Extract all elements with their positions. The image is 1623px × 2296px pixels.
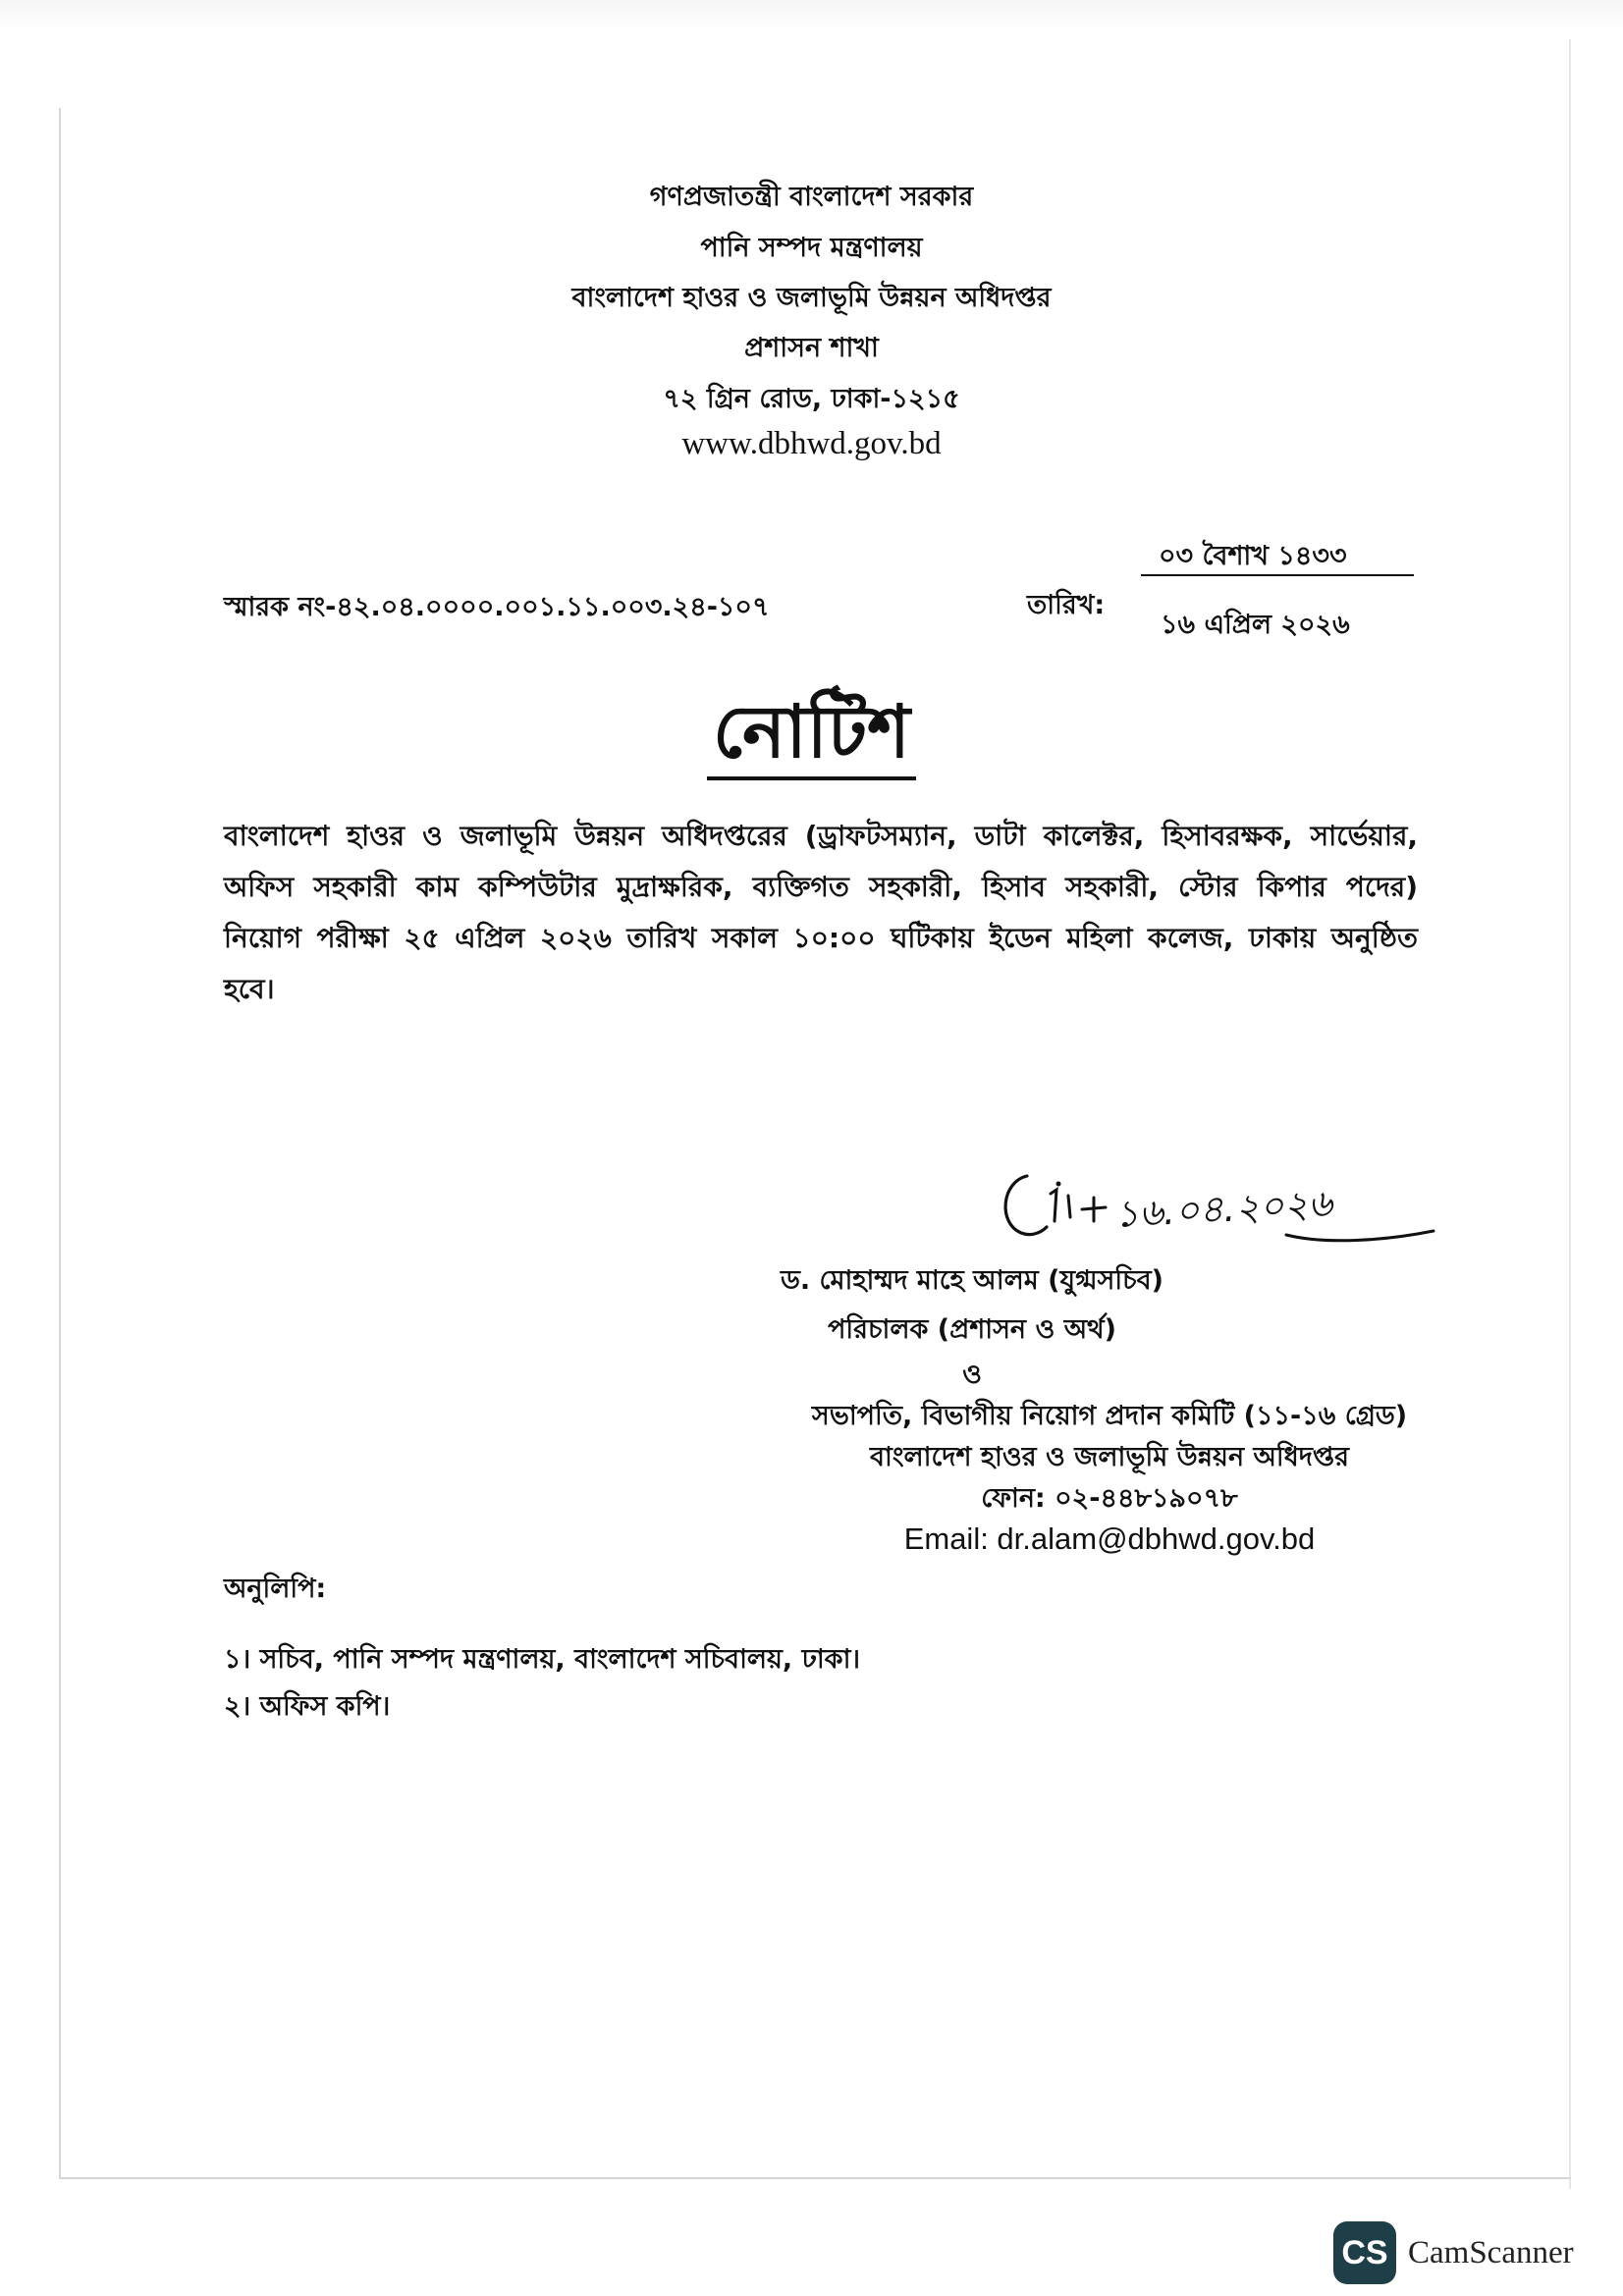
svg-text:১৬.০৪.২০২৬: ১৬.০৪.২০২৬ [1113, 1181, 1333, 1236]
signature-date [1113, 1181, 1335, 1236]
notice-body: বাংলাদেশ হাওর ও জলাভূমি উন্নয়ন অধিদপ্তরের (ড্রাফটসম্যান, ডাটা কালেক্টর, হিসাবরক্ষক, সার্ভেয়ার, অফিস সহকারী কাম কম্পিউটার মুদ্রাক্ষরিক, ব্যক্তিগত সহকারী, হিসাব সহকারী, স্টোর কিপার পদের) নিয়োগ পরীক্ষা ২৫ এপ্রিল ২০২৬ তারিখ সকাল ১০:০০ ঘটিকায় ইডেন মহিলা কলেজ, ঢাকায় অনুষ্ঠিত হবে। [224, 820, 1418, 1005]
date-label: তারিখ: [1027, 590, 1106, 620]
header-address: ৭২ গ্রিন রোড, ঢাকা-১২১৫ [663, 384, 960, 414]
copy-item: ২। অফিস কপি। [224, 1691, 391, 1722]
header-government: গণপ্রজাতন্ত্রী বাংলাদেশ সরকার [649, 182, 974, 212]
memo-reference: স্মারক নং-৪২.০৪.০০০০.০০১.১১.০০৩.২৪-১০৭ [224, 592, 770, 622]
signatory-phone: ফোন: ০২-৪৪৮১৯০৭৮ [981, 1483, 1238, 1514]
header-department: বাংলাদেশ হাওর ও জলাভূমি উন্নয়ন অধিদপ্তর [571, 283, 1052, 313]
signatory-conjunction: ও [962, 1360, 982, 1390]
header-branch: প্রশাসন শাখা [744, 333, 879, 363]
signatory-committee: সভাপতি, বিভাগীয় নিয়োগ প্রদান কমিটি (১১-১৬ গ্রেড) [811, 1401, 1408, 1431]
signatory-name: ড. মোহাম্মদ মাহে আলম (যুগ্মসচিব) [780, 1265, 1164, 1296]
camscanner-logo-icon: CS [1333, 2221, 1396, 2284]
signatory-office: বাংলাদেশ হাওর ও জলাভূমি উন্নয়ন অধিদপ্তর [870, 1442, 1349, 1472]
copies-title: অনুলিপি: [224, 1574, 327, 1604]
header-ministry: পানি সম্পদ মন্ত্রণালয় [700, 233, 923, 263]
header-website: www.dbhwd.gov.bd [681, 426, 942, 461]
page-edge-bottom [59, 2177, 1571, 2179]
signatory-designation: পরিচালক (প্রশাসন ও অর্থ) [828, 1314, 1116, 1345]
date-divider [1141, 574, 1414, 576]
signature-image [992, 1158, 1443, 1266]
notice-title [0, 677, 1623, 798]
copy-item: ১। সচিব, পানি সম্পদ মন্ত্রণালয়, বাংলাদেশ সচিবালয়, ঢাকা। [224, 1644, 861, 1675]
date-english: ১৬ এপ্রিল ২০২৬ [1161, 610, 1350, 640]
date-bangla: ০৩ বৈশাখ ১৪৩৩ [1159, 541, 1347, 571]
notice-title-text: নোটিশ [707, 690, 916, 780]
signatory-email: Email: dr.alam@dbhwd.gov.bd [903, 1522, 1316, 1556]
camscanner-name: CamScanner [1408, 2235, 1574, 2270]
